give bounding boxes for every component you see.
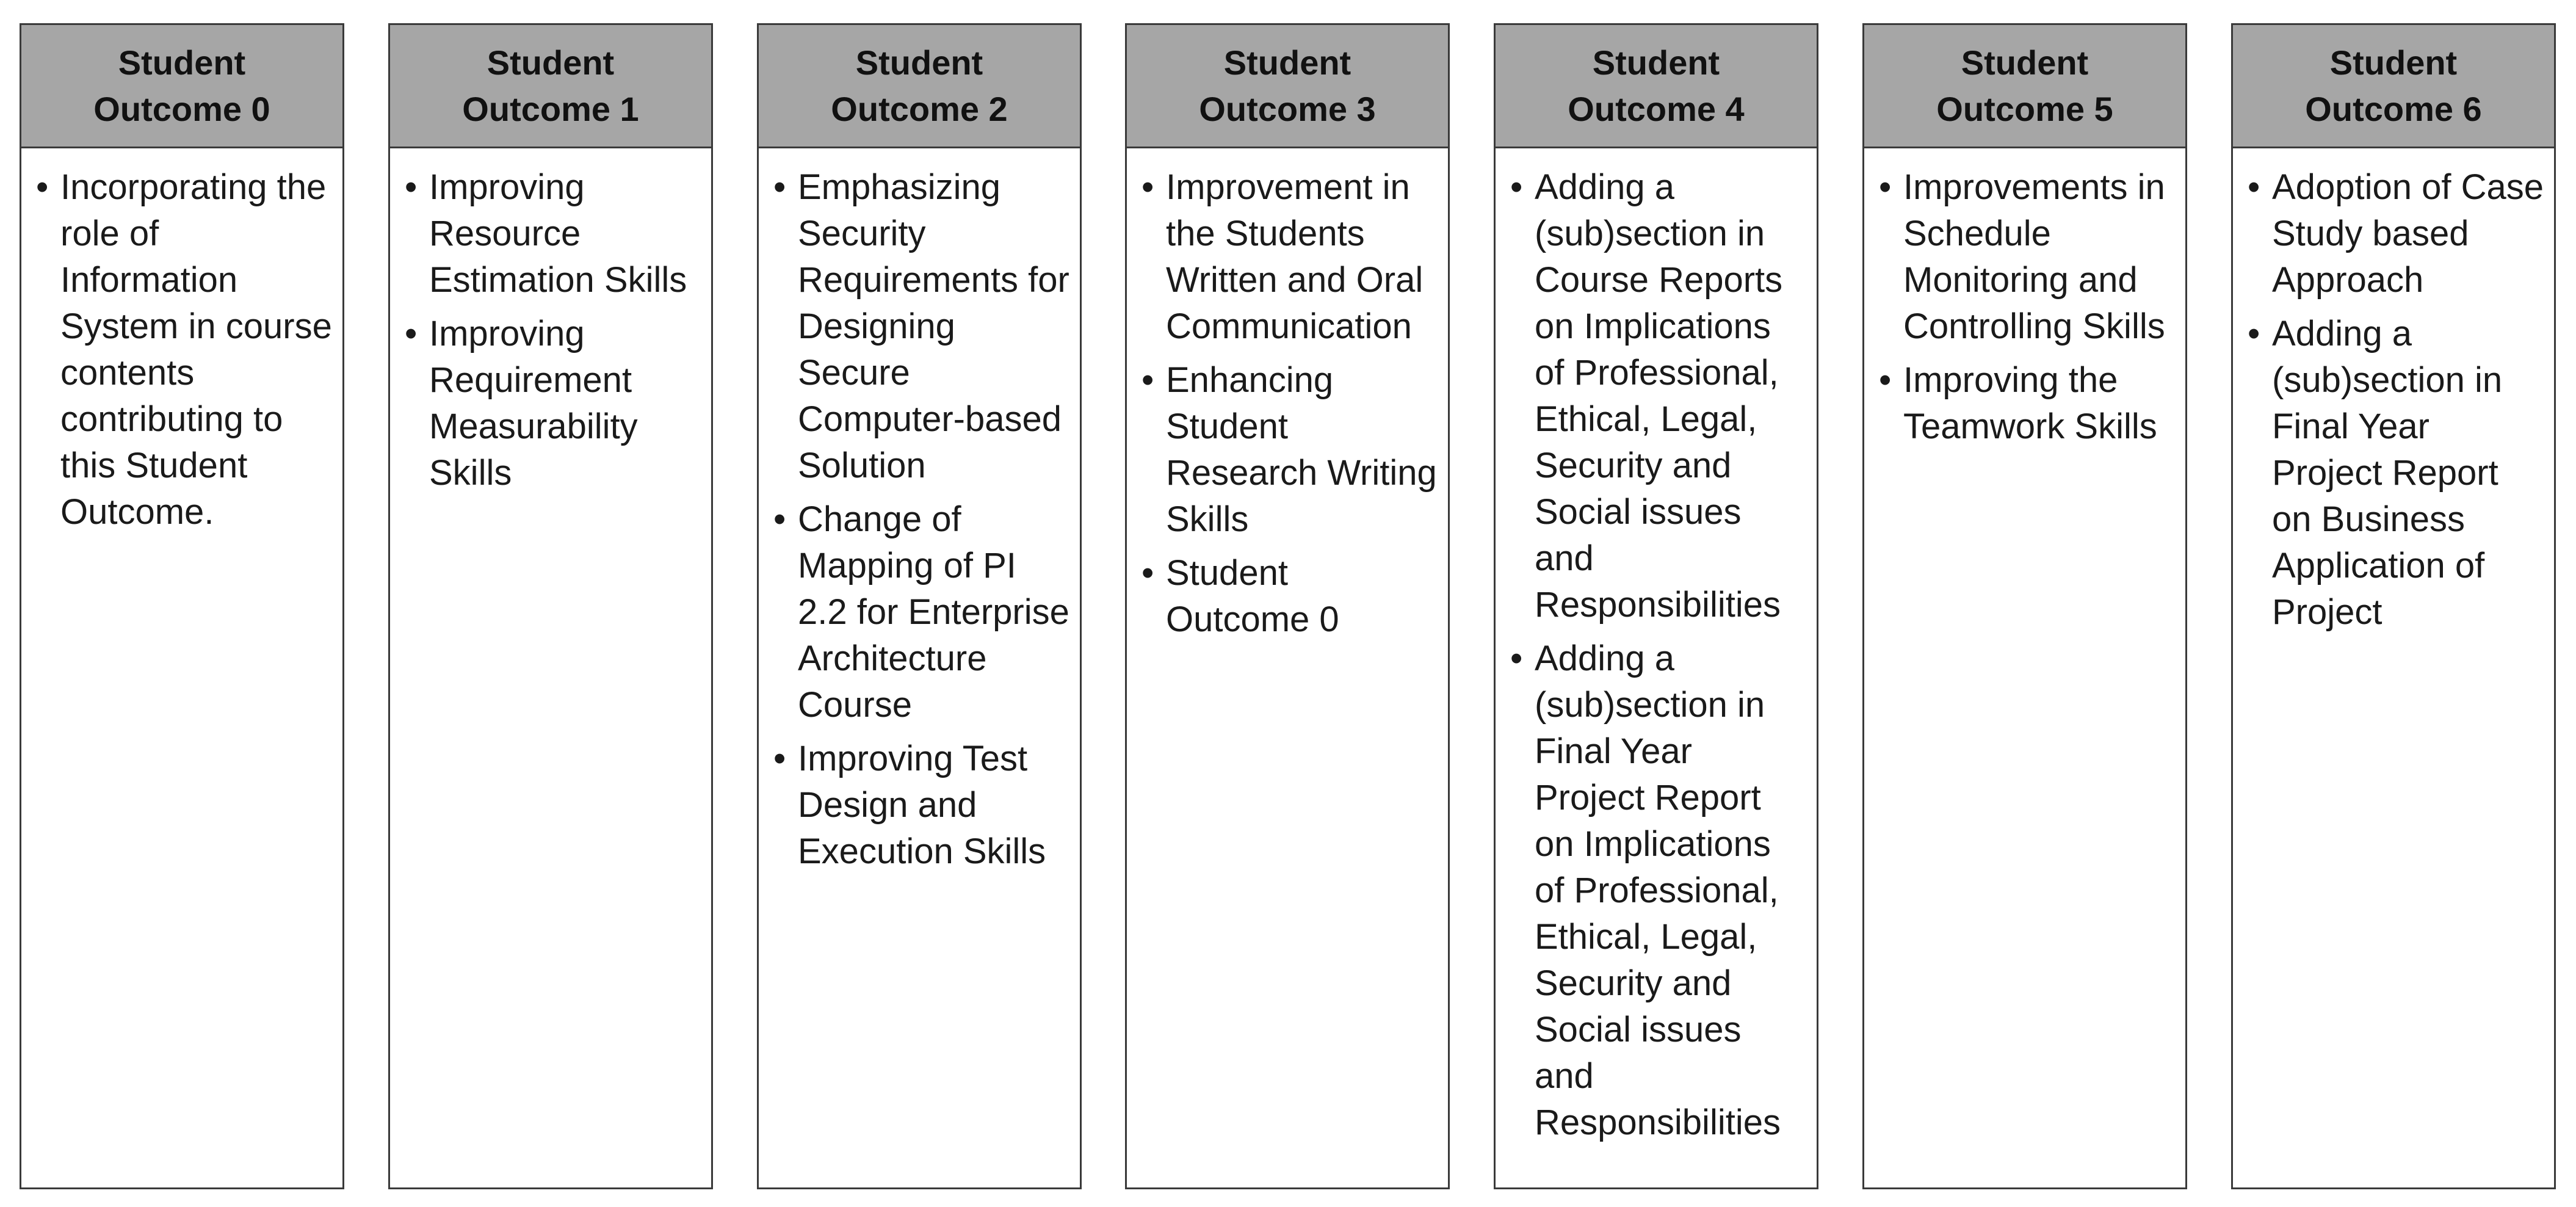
outcome-header-3: [1127, 25, 1448, 148]
outcome-items-0: [21, 148, 342, 535]
outcome-item: • Adding a (sub)section in Final Year Project Report on Business Application of Project: [2272, 311, 2545, 636]
outcome-item: • Improving the Teamwork Skills: [1903, 357, 2177, 450]
outcome-title-0: Student Outcome 0: [93, 43, 270, 128]
outcome-item: • Adding a (sub)section in Course Reports on Implications of Professional, Ethical, Legal, Security and Social issues and Responsibilities: [1535, 164, 1808, 628]
outcome-title-6: Student Outcome 6: [2305, 43, 2482, 128]
outcome-items-6: [2233, 148, 2554, 636]
outcome-items-4: [1496, 148, 1817, 1146]
outcome-column-5: [1862, 23, 2187, 1189]
outcome-items-1: [390, 148, 711, 496]
outcome-items-5: [1864, 148, 2185, 450]
outcome-items-2: [759, 148, 1080, 875]
outcome-item: • Emphasizing Security Requirements for Designing Secure Computer-based Solution: [798, 164, 1071, 489]
outcome-item: • Adoption of Case Study based Approach: [2272, 164, 2545, 303]
outcome-item: • Improvement in the Students Written and Oral Communication: [1166, 164, 1439, 350]
outcome-title-4: Student Outcome 4: [1568, 43, 1745, 128]
outcome-header-5: [1864, 25, 2185, 148]
outcome-column-0: [20, 23, 344, 1189]
outcome-header-1: [390, 25, 711, 148]
outcome-item: • Incorporating the role of Information System in course contents contributing to this Student Outcome.: [60, 164, 334, 535]
outcome-item: • Improving Test Design and Execution Skills: [798, 736, 1071, 875]
outcome-item: • Improvements in Schedule Monitoring and Controlling Skills: [1903, 164, 2177, 350]
outcome-item: • Improving Requirement Measurability Skills: [429, 311, 703, 496]
outcome-header-0: [21, 25, 342, 148]
outcome-header-6: [2233, 25, 2554, 148]
outcome-header-2: [759, 25, 1080, 148]
outcome-column-1: [388, 23, 713, 1189]
outcome-item: • Change of Mapping of PI 2.2 for Enterprise Architecture Course: [798, 496, 1071, 728]
outcome-title-1: Student Outcome 1: [462, 43, 639, 128]
outcome-title-5: Student Outcome 5: [1936, 43, 2113, 128]
outcome-item: • Student Outcome 0: [1166, 550, 1439, 643]
outcome-column-6: [2231, 23, 2556, 1189]
outcome-title-3: Student Outcome 3: [1199, 43, 1376, 128]
outcome-item: • Improving Resource Estimation Skills: [429, 164, 703, 303]
outcome-column-4: [1494, 23, 1818, 1189]
outcome-items-3: [1127, 148, 1448, 643]
outcome-column-2: [757, 23, 1082, 1189]
outcome-item: • Enhancing Student Research Writing Skills: [1166, 357, 1439, 543]
outcome-item: • Adding a (sub)section in Final Year Project Report on Implications of Professional, Ethical, Legal, Security and Social issues and Responsibilities: [1535, 636, 1808, 1146]
outcome-title-2: Student Outcome 2: [831, 43, 1008, 128]
outcome-column-3: [1125, 23, 1450, 1189]
outcome-header-4: [1496, 25, 1817, 148]
